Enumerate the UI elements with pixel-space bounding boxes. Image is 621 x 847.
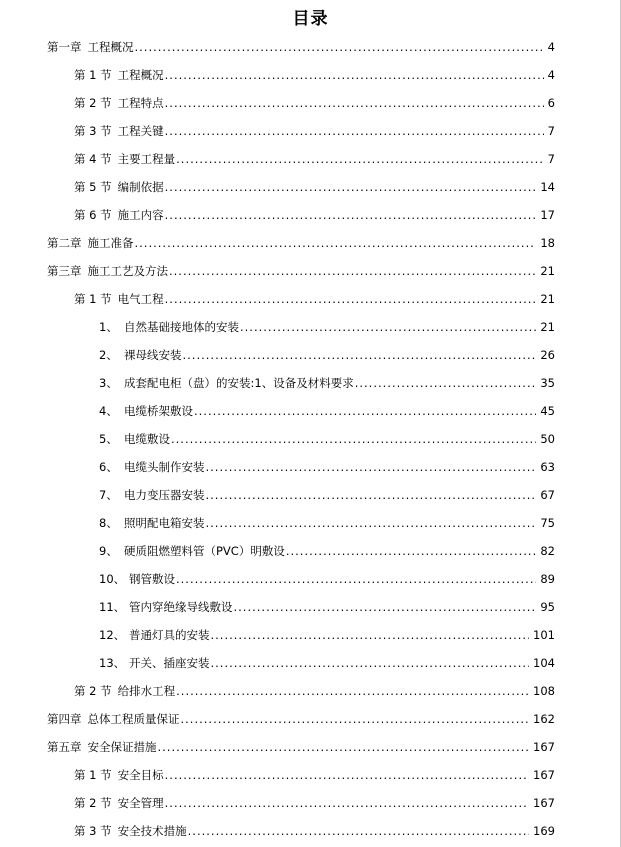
toc-entry-item-5[interactable] bbox=[0, 425, 621, 453]
toc-entry-number: 6、 bbox=[99, 460, 118, 474]
toc-entry-label: 普通灯具的安装 bbox=[129, 628, 210, 642]
toc-entry-page: 21 bbox=[536, 257, 555, 285]
toc-entry-label: 开关、插座安装 bbox=[129, 656, 210, 670]
toc-entry-page: 67 bbox=[536, 481, 555, 509]
toc-entry-label: 工程关键 bbox=[117, 124, 164, 138]
toc-entry-page: 18 bbox=[536, 229, 555, 257]
toc-leader-dots bbox=[176, 677, 555, 705]
toc-entry-chapter-2[interactable] bbox=[0, 229, 621, 257]
toc-leader-dots bbox=[176, 145, 555, 173]
toc-entry-item-3[interactable] bbox=[0, 369, 621, 397]
toc-entry-page: 4 bbox=[544, 33, 555, 61]
toc-leader-dots bbox=[169, 257, 555, 285]
toc-entry-number: 12、 bbox=[99, 628, 126, 642]
toc-entry-chapter-5[interactable] bbox=[0, 733, 621, 761]
toc-entry-number: 第三章 bbox=[47, 264, 82, 278]
toc-entry-item-8[interactable] bbox=[0, 509, 621, 537]
toc-entry-page: 89 bbox=[536, 565, 555, 593]
toc-entry-item-7[interactable] bbox=[0, 481, 621, 509]
toc-entry-item-2[interactable] bbox=[0, 341, 621, 369]
toc-entry-page: 21 bbox=[536, 285, 555, 313]
toc-entry-number: 第 3 节 bbox=[74, 824, 112, 838]
toc-entry-label: 硬质阻燃塑料管（PVC）明敷设 bbox=[124, 544, 285, 558]
toc-entry-item-4[interactable] bbox=[0, 397, 621, 425]
toc-entry-label: 工程特点 bbox=[117, 96, 164, 110]
toc-entry-label: 给排水工程 bbox=[117, 684, 176, 698]
toc-entry-section-1-4[interactable] bbox=[0, 145, 621, 173]
toc-entry-page: 75 bbox=[536, 509, 555, 537]
toc-leader-dots bbox=[176, 565, 555, 593]
toc-entry-label: 编制依据 bbox=[117, 180, 164, 194]
toc-entry-item-6[interactable] bbox=[0, 453, 621, 481]
toc-entry-page: 6 bbox=[544, 89, 555, 117]
toc-entry-number: 第一章 bbox=[47, 40, 82, 54]
toc-entry-label: 电缆桥架敷设 bbox=[124, 404, 193, 418]
toc-entry-number: 9、 bbox=[99, 544, 118, 558]
toc-entry-page: 7 bbox=[544, 117, 555, 145]
toc-leader-dots bbox=[286, 537, 555, 565]
toc-entry-section-5-2[interactable] bbox=[0, 789, 621, 817]
toc-entry-label: 照明配电箱安装 bbox=[124, 516, 205, 530]
toc-entry-label: 安全管理 bbox=[117, 796, 164, 810]
toc-entry-page: 63 bbox=[536, 453, 555, 481]
toc-entry-label: 安全保证措施 bbox=[87, 740, 157, 754]
toc-entry-page: 26 bbox=[536, 341, 555, 369]
toc-entry-page: 95 bbox=[536, 593, 555, 621]
toc-entry-label: 电气工程 bbox=[117, 292, 164, 306]
toc-entry-number: 第 4 节 bbox=[74, 152, 112, 166]
toc-entry-page: 162 bbox=[529, 705, 555, 733]
toc-entry-page: 17 bbox=[536, 201, 555, 229]
toc-entry-section-3-1[interactable] bbox=[0, 285, 621, 313]
toc-entry-number: 第 1 节 bbox=[74, 292, 112, 306]
toc-entry-number: 第 1 节 bbox=[74, 68, 112, 82]
toc-leader-dots bbox=[171, 425, 555, 453]
toc-entry-number: 13、 bbox=[99, 656, 126, 670]
toc-entry-number: 第五章 bbox=[47, 740, 82, 754]
toc-entry-number: 第 1 节 bbox=[74, 768, 112, 782]
toc-entry-section-1-2[interactable] bbox=[0, 89, 621, 117]
toc-entry-number: 5、 bbox=[99, 432, 118, 446]
toc-entry-chapter-1[interactable] bbox=[0, 33, 621, 61]
toc-entry-number: 第 5 节 bbox=[74, 180, 112, 194]
toc-leader-dots bbox=[355, 369, 555, 397]
toc-entry-label: 钢管敷设 bbox=[129, 572, 175, 586]
toc-entry-label: 主要工程量 bbox=[117, 152, 176, 166]
toc-entry-item-11[interactable] bbox=[0, 593, 621, 621]
toc-entry-label: 电缆敷设 bbox=[124, 432, 170, 446]
toc-entry-label: 管内穿绝缘导线敷设 bbox=[129, 600, 233, 614]
toc-entry-section-3-2[interactable] bbox=[0, 677, 621, 705]
toc-entry-page: 7 bbox=[544, 145, 555, 173]
toc-leader-dots bbox=[206, 509, 556, 537]
toc-entry-number: 第二章 bbox=[47, 236, 82, 250]
toc-leader-dots bbox=[135, 229, 556, 257]
toc-entry-number: 第 2 节 bbox=[74, 684, 112, 698]
toc-entry-label: 总体工程质量保证 bbox=[87, 712, 180, 726]
toc-leader-dots bbox=[165, 61, 555, 89]
toc-entry-number: 第 2 节 bbox=[74, 796, 112, 810]
toc-entry-number: 第 6 节 bbox=[74, 208, 112, 222]
toc-leader-dots bbox=[234, 593, 556, 621]
toc-leader-dots bbox=[165, 761, 555, 789]
toc-entry-page: 167 bbox=[529, 761, 555, 789]
toc-entry-label: 裸母线安装 bbox=[124, 348, 182, 362]
toc-leader-dots bbox=[165, 285, 555, 313]
toc-entry-chapter-4[interactable] bbox=[0, 705, 621, 733]
page-title: 目录 bbox=[292, 9, 329, 29]
toc-leader-dots bbox=[181, 705, 556, 733]
toc-entry-page: 101 bbox=[529, 621, 555, 649]
toc-entry-page: 108 bbox=[529, 677, 555, 705]
toc-entry-page: 21 bbox=[536, 313, 555, 341]
toc-entry-item-10[interactable] bbox=[0, 565, 621, 593]
toc-leader-dots bbox=[240, 313, 555, 341]
toc-entry-label: 施工准备 bbox=[87, 236, 134, 250]
toc-entry-label: 施工工艺及方法 bbox=[87, 264, 168, 278]
toc-entry-number: 4、 bbox=[99, 404, 118, 418]
toc-leader-dots bbox=[206, 481, 556, 509]
toc-entry-number: 2、 bbox=[99, 348, 118, 362]
toc-entry-label: 施工内容 bbox=[117, 208, 164, 222]
toc-entry-page: 14 bbox=[536, 173, 555, 201]
toc-entry-chapter-3[interactable] bbox=[0, 257, 621, 285]
toc-entry-section-5-3[interactable] bbox=[0, 817, 621, 845]
toc-entry-page: 104 bbox=[529, 649, 555, 677]
toc-entry-number: 7、 bbox=[99, 488, 118, 502]
toc-entry-label: 成套配电柜（盘）的安装:1、设备及材料要求 bbox=[124, 376, 354, 390]
toc-entry-section-1-3[interactable] bbox=[0, 117, 621, 145]
toc-entry-label: 电力变压器安装 bbox=[124, 488, 205, 502]
toc-leader-dots bbox=[158, 733, 556, 761]
toc-list bbox=[0, 33, 621, 845]
toc-entry-page: 50 bbox=[536, 425, 555, 453]
toc-entry-section-5-1[interactable] bbox=[0, 761, 621, 789]
toc-entry-page: 167 bbox=[529, 789, 555, 817]
toc-entry-section-1-5[interactable] bbox=[0, 173, 621, 201]
toc-entry-page: 82 bbox=[536, 537, 555, 565]
toc-leader-dots bbox=[206, 453, 556, 481]
toc-entry-number: 第 2 节 bbox=[74, 96, 112, 110]
toc-entry-page: 4 bbox=[544, 61, 555, 89]
toc-leader-dots bbox=[165, 89, 555, 117]
toc-leader-dots bbox=[165, 201, 555, 229]
toc-entry-section-1-1[interactable] bbox=[0, 61, 621, 89]
toc-entry-item-9[interactable] bbox=[0, 537, 621, 565]
toc-leader-dots bbox=[194, 397, 555, 425]
toc-leader-dots bbox=[165, 789, 555, 817]
toc-entry-number: 10、 bbox=[99, 572, 126, 586]
toc-entry-number: 11、 bbox=[99, 600, 126, 614]
toc-entry-section-1-6[interactable] bbox=[0, 201, 621, 229]
toc-entry-page: 45 bbox=[536, 397, 555, 425]
toc-leader-dots bbox=[165, 117, 555, 145]
toc-leader-dots bbox=[183, 341, 556, 369]
toc-leader-dots bbox=[165, 173, 555, 201]
toc-entry-number: 第四章 bbox=[47, 712, 82, 726]
toc-entry-label: 工程概况 bbox=[117, 68, 164, 82]
toc-entry-label: 自然基础接地体的安装 bbox=[124, 320, 239, 334]
toc-entry-label: 安全技术措施 bbox=[117, 824, 187, 838]
toc-leader-dots bbox=[211, 649, 556, 677]
toc-entry-page: 35 bbox=[536, 369, 555, 397]
toc-entry-page: 169 bbox=[529, 817, 555, 845]
toc-entry-label: 电缆头制作安装 bbox=[124, 460, 205, 474]
toc-entry-item-1[interactable] bbox=[0, 313, 621, 341]
toc-entry-label: 安全目标 bbox=[117, 768, 164, 782]
toc-entry-page: 167 bbox=[529, 733, 555, 761]
toc-leader-dots bbox=[211, 621, 556, 649]
toc-entry-number: 8、 bbox=[99, 516, 118, 530]
toc-entry-number: 3、 bbox=[99, 376, 118, 390]
toc-entry-number: 第 3 节 bbox=[74, 124, 112, 138]
toc-entry-number: 1、 bbox=[99, 320, 118, 334]
toc-entry-label: 工程概况 bbox=[87, 40, 134, 54]
toc-entry-item-12[interactable] bbox=[0, 621, 621, 649]
toc-entry-item-13[interactable] bbox=[0, 649, 621, 677]
toc-leader-dots bbox=[135, 33, 556, 61]
toc-leader-dots bbox=[188, 817, 555, 845]
